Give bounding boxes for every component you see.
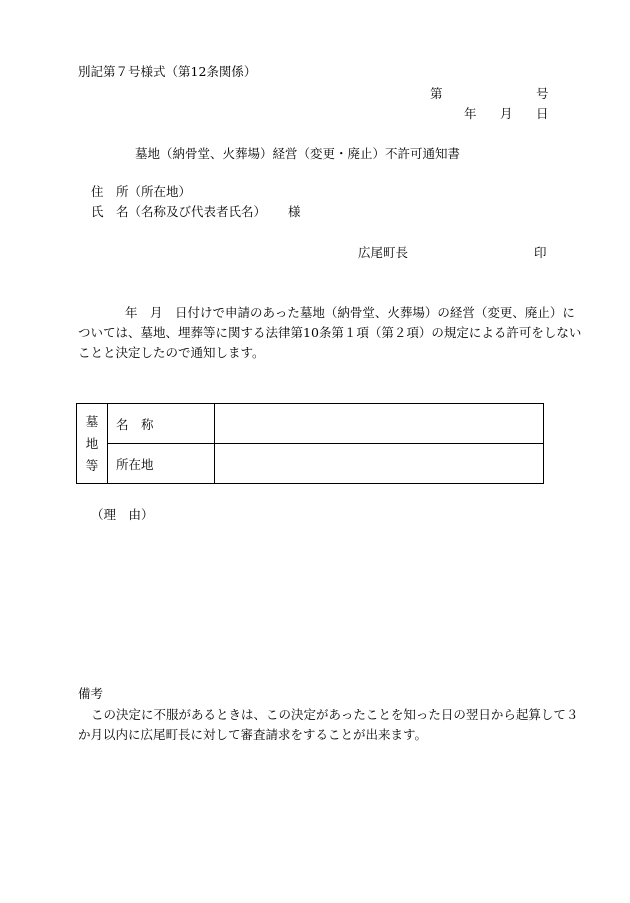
- number-prefix: 第: [430, 86, 443, 101]
- location-label-cell: 所在地: [108, 444, 215, 484]
- form-label: 別記第７号様式（第12条関係）: [78, 64, 257, 79]
- document-title: 墓地（納骨堂、火葬場）経営（変更・廃止）不許可通知書: [135, 146, 461, 161]
- honorific: 様: [288, 204, 301, 219]
- name-value-cell[interactable]: [215, 404, 544, 444]
- issuer-name: 広尾町長: [358, 245, 409, 260]
- group-label-cell: [77, 404, 108, 484]
- cemetery-info-table: [76, 403, 544, 484]
- body-line-3: ことと決定したので通知します。: [78, 345, 265, 360]
- address-label: 住 所（所在地）: [91, 184, 192, 199]
- seal-mark: 印: [534, 245, 547, 260]
- location-value-cell[interactable]: [215, 444, 544, 484]
- group-label-char: 等: [85, 457, 99, 473]
- name-label-cell: 名 称: [108, 404, 215, 444]
- group-label-char: 地: [85, 435, 99, 451]
- number-suffix: 号: [536, 86, 549, 101]
- table-row: [77, 404, 544, 444]
- date-year: 年: [464, 106, 477, 121]
- date-month: 月: [500, 106, 513, 121]
- group-label-char: 墓: [85, 413, 99, 429]
- table-row: [77, 444, 544, 484]
- notes-heading: 備考: [78, 686, 104, 701]
- notes-line-2: か月以内に広尾町長に対して審査請求をすることが出来ます。: [78, 727, 428, 742]
- body-line-1: 年 月 日付けで申請のあった墓地（納骨堂、火葬場）の経営（変更、廃止）に: [125, 305, 575, 320]
- reason-label: （理 由）: [91, 507, 154, 522]
- name-label: 氏 名（名称及び代表者氏名）: [91, 204, 267, 219]
- date-day: 日: [536, 106, 549, 121]
- body-line-2: ついては、墓地、埋葬等に関する法律第10条第１項（第２項）の規定による許可をしない: [78, 325, 582, 340]
- notes-line-1: この決定に不服があるときは、この決定があったことを知った日の翌日から起算して３: [91, 707, 579, 722]
